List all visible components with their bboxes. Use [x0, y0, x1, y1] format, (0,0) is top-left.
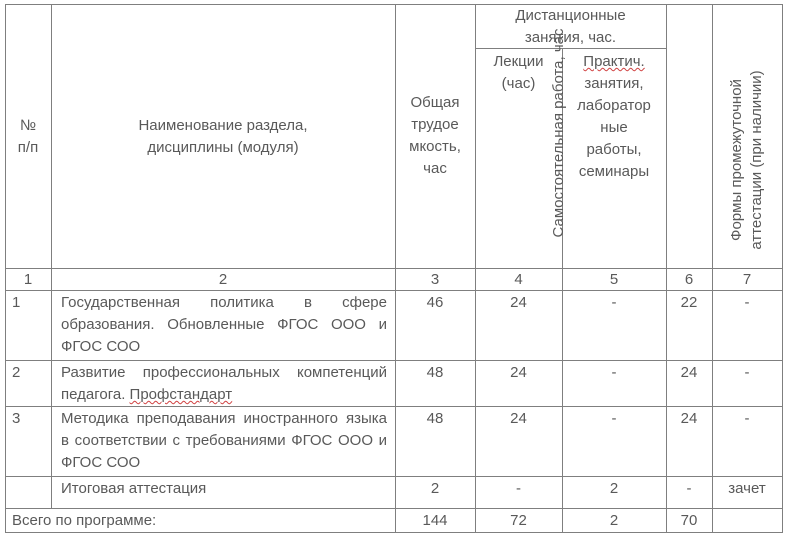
header-distance: Дистанционные занятия, час. [515, 7, 626, 46]
row-lectures: 24 [510, 294, 527, 311]
row-forms: - [744, 364, 750, 381]
row-self: 24 [680, 410, 698, 427]
row-lectures: - [516, 480, 521, 497]
col-number: 3 [430, 271, 440, 288]
col-number: 7 [742, 271, 752, 288]
total-lectures: 72 [510, 512, 527, 529]
row-lectures: 24 [510, 364, 527, 381]
header-practice [562, 51, 666, 183]
col-number: 2 [218, 271, 228, 288]
row-lectures: 24 [510, 410, 527, 427]
row-practice: - [611, 294, 617, 311]
row-name-main: Развитие профессиональных компетенций педагога. [61, 364, 387, 403]
header-forms: Формы промежуточной аттестации (при наличии) [728, 70, 765, 250]
row-forms: зачет [728, 480, 766, 497]
grid-line [51, 4, 52, 509]
row-self: - [686, 480, 692, 497]
row-total: 48 [426, 364, 444, 381]
row-name: Государственная политика в сфере образования. Обновленные ФГОС ООО и ФГОС СОО [61, 294, 387, 355]
row-total: 48 [426, 410, 444, 427]
row-name: Итоговая аттестация [61, 480, 207, 497]
row-forms: - [744, 410, 750, 427]
total-label: Всего по программе: [12, 512, 157, 529]
row-practice: 2 [609, 480, 619, 497]
row-name-tail: Профстандарт [129, 386, 233, 403]
header-self: Самостоятельная работа, час [550, 28, 567, 238]
row-num: 3 [12, 410, 21, 427]
row-total: 2 [430, 480, 440, 497]
header-num: № п/п [17, 117, 39, 156]
col-number: 6 [684, 271, 694, 288]
row-name [61, 362, 387, 406]
total-self: 70 [680, 512, 698, 529]
header-practice-word: Практич. [583, 53, 645, 70]
total-practice: 2 [609, 512, 619, 529]
header-lectures: Лекции (час) [493, 53, 544, 92]
row-num: 1 [12, 294, 21, 311]
row-practice: - [611, 410, 617, 427]
row-num: 2 [12, 364, 21, 381]
col-number: 5 [609, 271, 619, 288]
row-self: 22 [680, 294, 698, 311]
row-total: 46 [426, 294, 444, 311]
grid-line [782, 4, 783, 533]
col-number: 1 [23, 271, 33, 288]
col-number: 4 [514, 271, 523, 288]
row-self: 24 [680, 364, 698, 381]
row-name: Методика преподавания иностранного языка в соответствии с требованиями ФГОС ООО и ФГОС СОО [61, 410, 387, 471]
header-practice-rest: занятия, лаборатор ные работы, семинары [577, 75, 651, 180]
row-forms: - [744, 294, 750, 311]
total-hours: 144 [422, 512, 448, 529]
header-total: Общая трудое мкость, час [409, 94, 461, 177]
row-practice: - [611, 364, 617, 381]
header-name: Наименование раздела, дисциплины (модуля) [138, 117, 308, 156]
